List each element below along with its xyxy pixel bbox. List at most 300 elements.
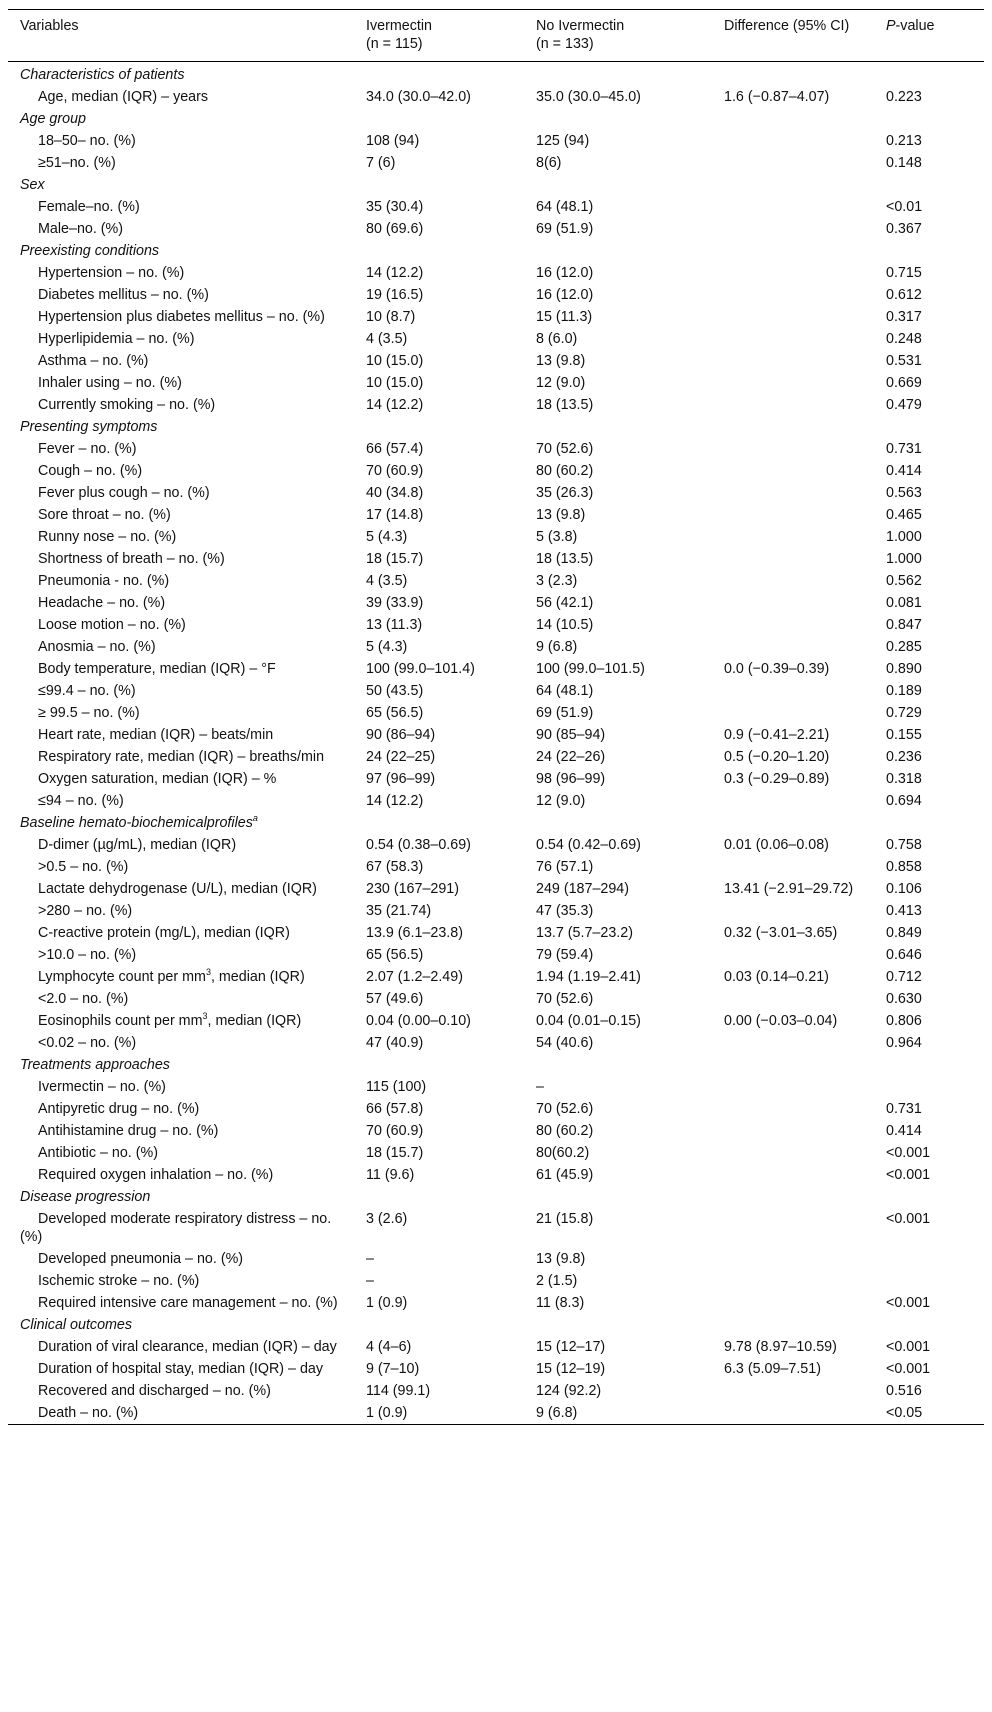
no-ivermectin-value: 11 (8.3) (536, 1295, 585, 1311)
p-value: 0.213 (886, 133, 922, 149)
table-row (8, 1076, 984, 1098)
p-value: 0.849 (886, 925, 922, 941)
ivermectin-value: 70 (60.9) (366, 1123, 424, 1139)
ivermectin-value: 35 (21.74) (366, 903, 432, 919)
variable-label: <0.02 – no. (%) (38, 1035, 137, 1051)
difference-value (712, 130, 874, 152)
p-value: 0.155 (886, 727, 922, 743)
variable-label: Developed moderate respiratory distress – no. (%) (20, 1211, 332, 1245)
difference-value: 0.3 (−0.29–0.89) (724, 771, 830, 787)
ivermectin-value: 0.54 (0.38–0.69) (366, 837, 471, 853)
p-value (874, 1270, 984, 1292)
difference-value: 9.78 (8.97–10.59) (724, 1339, 837, 1355)
p-value: 0.758 (886, 837, 922, 853)
table-row (8, 746, 984, 768)
p-value: 0.712 (886, 969, 922, 985)
section-row (8, 812, 984, 834)
header-no-ivermectin-label: No Ivermectin (536, 18, 625, 34)
difference-value (712, 548, 874, 570)
variable-cell (8, 548, 354, 570)
header-difference-label: Difference (95% CI) (724, 18, 850, 34)
variable-label: D-dimer (µg/mL), median (IQR) (38, 837, 237, 853)
no-ivermectin-value: 16 (12.0) (536, 287, 594, 303)
table-row (8, 790, 984, 812)
no-ivermectin-value: 13 (9.8) (536, 507, 586, 523)
difference-value (712, 1164, 874, 1186)
variable-cell (8, 988, 354, 1010)
variable-cell (8, 482, 354, 504)
table-row (8, 1120, 984, 1142)
table-row (8, 724, 984, 746)
table-row (8, 1270, 984, 1292)
p-value: 0.847 (886, 617, 922, 633)
difference-value (712, 306, 874, 328)
variable-label: Antibiotic – no. (%) (38, 1145, 158, 1161)
no-ivermectin-value: 2 (1.5) (536, 1273, 578, 1289)
section-row (8, 174, 984, 196)
table-row (8, 460, 984, 482)
section-label: Age group (20, 111, 86, 127)
variable-cell (8, 438, 354, 460)
variable-cell (8, 1208, 354, 1248)
table-row (8, 196, 984, 218)
section-label: Characteristics of patients (20, 67, 185, 83)
variable-label: Pneumonia - no. (%) (38, 573, 170, 589)
section-label: Treatments approaches (20, 1057, 170, 1073)
variable-cell (8, 262, 354, 284)
variable-cell (8, 284, 354, 306)
table-row (8, 1032, 984, 1054)
variable-cell (8, 1164, 354, 1186)
header-pvalue-italic: P (886, 18, 896, 34)
variable-cell (8, 130, 354, 152)
no-ivermectin-value: 12 (9.0) (536, 375, 586, 391)
no-ivermectin-value: 90 (85–94) (536, 727, 606, 743)
no-ivermectin-value: 9 (6.8) (536, 1405, 578, 1421)
section-row (8, 108, 984, 130)
variable-cell (8, 328, 354, 350)
header-pvalue-rest: -value (895, 18, 935, 34)
table-row (8, 636, 984, 658)
no-ivermectin-value: 9 (6.8) (536, 639, 578, 655)
variable-cell (8, 1292, 354, 1314)
variable-label: >0.5 – no. (%) (38, 859, 129, 875)
variable-cell (8, 1248, 354, 1270)
difference-value: 1.6 (−0.87–4.07) (724, 89, 830, 105)
variable-label: Duration of viral clearance, median (IQR) – day (38, 1339, 337, 1355)
ivermectin-value: 18 (15.7) (366, 1145, 424, 1161)
variable-label: Body temperature, median (IQR) – °F (38, 661, 276, 677)
table-row (8, 878, 984, 900)
difference-value (712, 460, 874, 482)
section-heading (8, 1314, 984, 1336)
ivermectin-value: 90 (86–94) (366, 727, 436, 743)
no-ivermectin-value: 70 (52.6) (536, 991, 594, 1007)
ivermectin-value: 3 (2.6) (366, 1211, 408, 1227)
difference-value (712, 394, 874, 416)
p-value: 0.413 (886, 903, 922, 919)
variable-label: <2.0 – no. (%) (38, 991, 129, 1007)
difference-value (712, 1120, 874, 1142)
ivermectin-value: 4 (4–6) (366, 1339, 412, 1355)
p-value: 0.414 (886, 1123, 922, 1139)
no-ivermectin-value: 18 (13.5) (536, 397, 594, 413)
table-row (8, 262, 984, 284)
p-value: 0.531 (886, 353, 922, 369)
difference-value (712, 262, 874, 284)
variable-label: Inhaler using – no. (%) (38, 375, 182, 391)
no-ivermectin-value: 69 (51.9) (536, 705, 594, 721)
table-row (8, 130, 984, 152)
variable-cell (8, 1010, 354, 1032)
section-heading (8, 174, 984, 196)
ivermectin-value: 66 (57.4) (366, 441, 424, 457)
section-label: Preexisting conditions (20, 243, 160, 259)
no-ivermectin-value: 16 (12.0) (536, 265, 594, 281)
variable-label: Respiratory rate, median (IQR) – breaths/min (38, 749, 325, 765)
no-ivermectin-value: 3 (2.3) (536, 573, 578, 589)
p-value: 0.414 (886, 463, 922, 479)
variable-cell (8, 1336, 354, 1358)
difference-value (712, 196, 874, 218)
variable-cell (8, 504, 354, 526)
header-ivermectin-label: Ivermectin (366, 18, 432, 34)
variable-label: Duration of hospital stay, median (IQR) – day (38, 1361, 324, 1377)
variable-cell (8, 1098, 354, 1120)
variable-label: Lymphocyte count per mm (38, 969, 206, 985)
ivermectin-value: 24 (22–25) (366, 749, 436, 765)
no-ivermectin-value: 13 (9.8) (536, 353, 586, 369)
no-ivermectin-value: 15 (11.3) (536, 309, 593, 325)
no-ivermectin-value: 8(6) (536, 155, 562, 171)
no-ivermectin-value: 35 (26.3) (536, 485, 594, 501)
p-value: 1.000 (886, 529, 922, 545)
p-value: <0.001 (886, 1295, 931, 1311)
table-row (8, 1248, 984, 1270)
variable-label: Hyperlipidemia – no. (%) (38, 331, 195, 347)
ivermectin-value: 13.9 (6.1–23.8) (366, 925, 463, 941)
unit-superscript: 3 (202, 1011, 208, 1022)
ivermectin-value: 47 (40.9) (366, 1035, 424, 1051)
ivermectin-value: 70 (60.9) (366, 463, 424, 479)
ivermectin-value: 114 (99.1) (366, 1383, 431, 1399)
difference-value: 0.03 (0.14–0.21) (724, 969, 829, 985)
section-heading (8, 1054, 984, 1076)
variable-label: Female–no. (%) (38, 199, 140, 215)
ivermectin-value: 14 (12.2) (366, 793, 424, 809)
difference-value (712, 1270, 874, 1292)
table-row (8, 1208, 984, 1248)
no-ivermectin-value: 98 (96–99) (536, 771, 606, 787)
table-row (8, 152, 984, 174)
ivermectin-value: 1 (0.9) (366, 1295, 408, 1311)
table-row (8, 1402, 984, 1425)
ivermectin-value: 9 (7–10) (366, 1361, 420, 1377)
variable-cell (8, 702, 354, 724)
variable-cell (8, 834, 354, 856)
variable-cell (8, 856, 354, 878)
no-ivermectin-value: 24 (22–26) (536, 749, 606, 765)
no-ivermectin-value: 56 (42.1) (536, 595, 594, 611)
variable-label: Hypertension – no. (%) (38, 265, 185, 281)
variable-cell (8, 460, 354, 482)
p-value: <0.001 (886, 1339, 931, 1355)
variable-cell (8, 394, 354, 416)
no-ivermectin-value: 80 (60.2) (536, 1123, 594, 1139)
table-body (8, 62, 984, 1425)
table-row (8, 922, 984, 944)
no-ivermectin-value: 47 (35.3) (536, 903, 594, 919)
section-label: Sex (20, 177, 45, 193)
no-ivermectin-value: 69 (51.9) (536, 221, 594, 237)
variable-label: 18–50– no. (%) (38, 133, 136, 149)
variable-label: Loose motion – no. (%) (38, 617, 186, 633)
no-ivermectin-value: 70 (52.6) (536, 1101, 594, 1117)
table-header (8, 10, 984, 62)
variable-label: Headache – no. (%) (38, 595, 166, 611)
p-value: 0.806 (886, 1013, 922, 1029)
section-label: Baseline hemato-biochemicalprofiles (20, 815, 253, 831)
no-ivermectin-value: 80 (60.2) (536, 463, 594, 479)
p-value: 0.318 (886, 771, 922, 787)
no-ivermectin-value: 15 (12–19) (536, 1361, 606, 1377)
table-row (8, 944, 984, 966)
p-value: 0.630 (886, 991, 922, 1007)
p-value: <0.001 (886, 1145, 931, 1161)
variable-cell (8, 1142, 354, 1164)
table-row (8, 1336, 984, 1358)
variable-label: Recovered and discharged – no. (%) (38, 1383, 271, 1399)
p-value: 0.612 (886, 287, 922, 303)
header-pvalue (874, 10, 984, 62)
variable-label: Death – no. (%) (38, 1405, 139, 1421)
difference-value: 6.3 (5.09–7.51) (724, 1361, 821, 1377)
ivermectin-value: 65 (56.5) (366, 705, 424, 721)
no-ivermectin-value: 76 (57.1) (536, 859, 594, 875)
header-row (8, 10, 984, 62)
difference-value (712, 1292, 874, 1314)
p-value: 0.715 (886, 265, 922, 281)
variable-cell (8, 196, 354, 218)
variable-label: ≤94 – no. (%) (38, 793, 124, 809)
difference-value (712, 680, 874, 702)
variable-label: Asthma – no. (%) (38, 353, 149, 369)
ivermectin-value: 14 (12.2) (366, 265, 424, 281)
variable-label: ≥ 99.5 – no. (%) (38, 705, 140, 721)
table-row (8, 1142, 984, 1164)
variable-cell (8, 350, 354, 372)
variable-cell (8, 1032, 354, 1054)
table-row (8, 548, 984, 570)
no-ivermectin-value: 64 (48.1) (536, 683, 594, 699)
variable-cell (8, 746, 354, 768)
table-row (8, 614, 984, 636)
variable-label: >280 – no. (%) (38, 903, 133, 919)
table-row (8, 394, 984, 416)
variable-label: Eosinophils count per mm (38, 1013, 203, 1029)
difference-value (712, 284, 874, 306)
ivermectin-value: 50 (43.5) (366, 683, 424, 699)
variable-cell (8, 372, 354, 394)
section-row (8, 62, 984, 87)
variable-cell (8, 1380, 354, 1402)
p-value: <0.001 (886, 1167, 931, 1183)
variable-cell (8, 1270, 354, 1292)
p-value: 0.285 (886, 639, 922, 655)
ivermectin-value: – (366, 1251, 374, 1267)
difference-value (712, 504, 874, 526)
section-heading (8, 416, 984, 438)
variable-label: Male–no. (%) (38, 221, 124, 237)
no-ivermectin-value: 13.7 (5.7–23.2) (536, 925, 633, 941)
difference-value: 13.41 (−2.91–29.72) (724, 881, 854, 897)
ivermectin-value: 17 (14.8) (366, 507, 424, 523)
variable-label: Antipyretic drug – no. (%) (38, 1101, 200, 1117)
variable-label: Fever – no. (%) (38, 441, 137, 457)
difference-value (712, 372, 874, 394)
p-value: 0.646 (886, 947, 922, 963)
no-ivermectin-value: 21 (15.8) (536, 1211, 594, 1227)
difference-value (712, 526, 874, 548)
variable-cell (8, 218, 354, 240)
p-value: 0.731 (886, 1101, 922, 1117)
ivermectin-value: 1 (0.9) (366, 1405, 408, 1421)
variable-cell (8, 900, 354, 922)
table-row (8, 856, 984, 878)
variable-label: Required intensive care management – no. (%) (38, 1295, 338, 1311)
difference-value (712, 856, 874, 878)
difference-value: 0.00 (−0.03–0.04) (724, 1013, 838, 1029)
ivermectin-value: 11 (9.6) (366, 1167, 415, 1183)
table-row (8, 372, 984, 394)
section-heading (8, 812, 984, 834)
footnote-marker: a (252, 813, 258, 824)
variable-cell (8, 1076, 354, 1098)
table-row (8, 526, 984, 548)
variable-label: >10.0 – no. (%) (38, 947, 137, 963)
section-heading (8, 240, 984, 262)
table-row (8, 1292, 984, 1314)
ivermectin-value: – (366, 1273, 374, 1289)
variable-label: Cough – no. (%) (38, 463, 143, 479)
table-row (8, 570, 984, 592)
ivermectin-value: 5 (4.3) (366, 639, 408, 655)
no-ivermectin-value: 79 (59.4) (536, 947, 594, 963)
p-value: <0.001 (886, 1211, 931, 1227)
no-ivermectin-value: 100 (99.0–101.5) (536, 661, 645, 677)
table-row (8, 680, 984, 702)
no-ivermectin-value: 35.0 (30.0–45.0) (536, 89, 641, 105)
section-row (8, 416, 984, 438)
variable-cell (8, 570, 354, 592)
variable-label-suffix: , median (IQR) (207, 1013, 302, 1029)
header-variables (8, 10, 354, 62)
ivermectin-value: 35 (30.4) (366, 199, 424, 215)
ivermectin-value: 108 (94) (366, 133, 420, 149)
difference-value (712, 1402, 874, 1425)
difference-value (712, 988, 874, 1010)
table-row (8, 988, 984, 1010)
difference-value (712, 1208, 874, 1248)
ivermectin-value: 115 (100) (366, 1079, 427, 1095)
table-row (8, 1358, 984, 1380)
section-heading (8, 108, 984, 130)
difference-value (712, 482, 874, 504)
ivermectin-value: 7 (6) (366, 155, 396, 171)
variable-label: Antihistamine drug – no. (%) (38, 1123, 219, 1139)
table-row (8, 1164, 984, 1186)
p-value: 0.236 (886, 749, 922, 765)
p-value: 0.223 (886, 89, 922, 105)
no-ivermectin-value: – (536, 1079, 544, 1095)
ivermectin-value: 19 (16.5) (366, 287, 424, 303)
variable-label: Anosmia – no. (%) (38, 639, 156, 655)
difference-value (712, 790, 874, 812)
variable-label: Ivermectin – no. (%) (38, 1079, 166, 1095)
no-ivermectin-value: 70 (52.6) (536, 441, 594, 457)
difference-value (712, 1142, 874, 1164)
difference-value (712, 350, 874, 372)
difference-value (712, 152, 874, 174)
variable-label: Hypertension plus diabetes mellitus – no. (%) (38, 309, 325, 325)
difference-value: 0.01 (0.06–0.08) (724, 837, 829, 853)
variable-label: Ischemic stroke – no. (%) (38, 1273, 200, 1289)
difference-value (712, 1076, 874, 1098)
variable-label: ≤99.4 – no. (%) (38, 683, 136, 699)
variable-cell (8, 680, 354, 702)
variable-cell (8, 592, 354, 614)
variable-cell (8, 614, 354, 636)
ivermectin-value: 80 (69.6) (366, 221, 424, 237)
ivermectin-value: 66 (57.8) (366, 1101, 424, 1117)
variable-label: Age, median (IQR) – years (38, 89, 209, 105)
difference-value (712, 614, 874, 636)
table-row (8, 482, 984, 504)
variable-cell (8, 636, 354, 658)
ivermectin-value: 4 (3.5) (366, 573, 408, 589)
variable-cell (8, 768, 354, 790)
no-ivermectin-value: 0.04 (0.01–0.15) (536, 1013, 641, 1029)
difference-value (712, 636, 874, 658)
no-ivermectin-value: 0.54 (0.42–0.69) (536, 837, 641, 853)
ivermectin-value: 40 (34.8) (366, 485, 424, 501)
difference-value (712, 1032, 874, 1054)
p-value: 0.858 (886, 859, 922, 875)
difference-value (712, 1098, 874, 1120)
table-row (8, 438, 984, 460)
variable-cell (8, 878, 354, 900)
variable-cell (8, 1402, 354, 1425)
table-row (8, 284, 984, 306)
variable-label: Diabetes mellitus – no. (%) (38, 287, 209, 303)
ivermectin-value: 10 (15.0) (366, 353, 424, 369)
table-row (8, 658, 984, 680)
variable-cell (8, 724, 354, 746)
no-ivermectin-value: 14 (10.5) (536, 617, 594, 633)
header-ivermectin-n: (n = 115) (366, 36, 423, 52)
p-value: 0.479 (886, 397, 922, 413)
difference-value (712, 592, 874, 614)
difference-value (712, 944, 874, 966)
p-value: <0.01 (886, 199, 923, 215)
p-value: 0.317 (886, 309, 922, 325)
no-ivermectin-value: 54 (40.6) (536, 1035, 594, 1051)
variable-label: Developed pneumonia – no. (%) (38, 1251, 244, 1267)
section-label: Presenting symptoms (20, 419, 158, 435)
difference-value: 0.0 (−0.39–0.39) (724, 661, 830, 677)
variable-label: Lactate dehydrogenase (U/L), median (IQR) (38, 881, 317, 897)
variable-cell (8, 922, 354, 944)
